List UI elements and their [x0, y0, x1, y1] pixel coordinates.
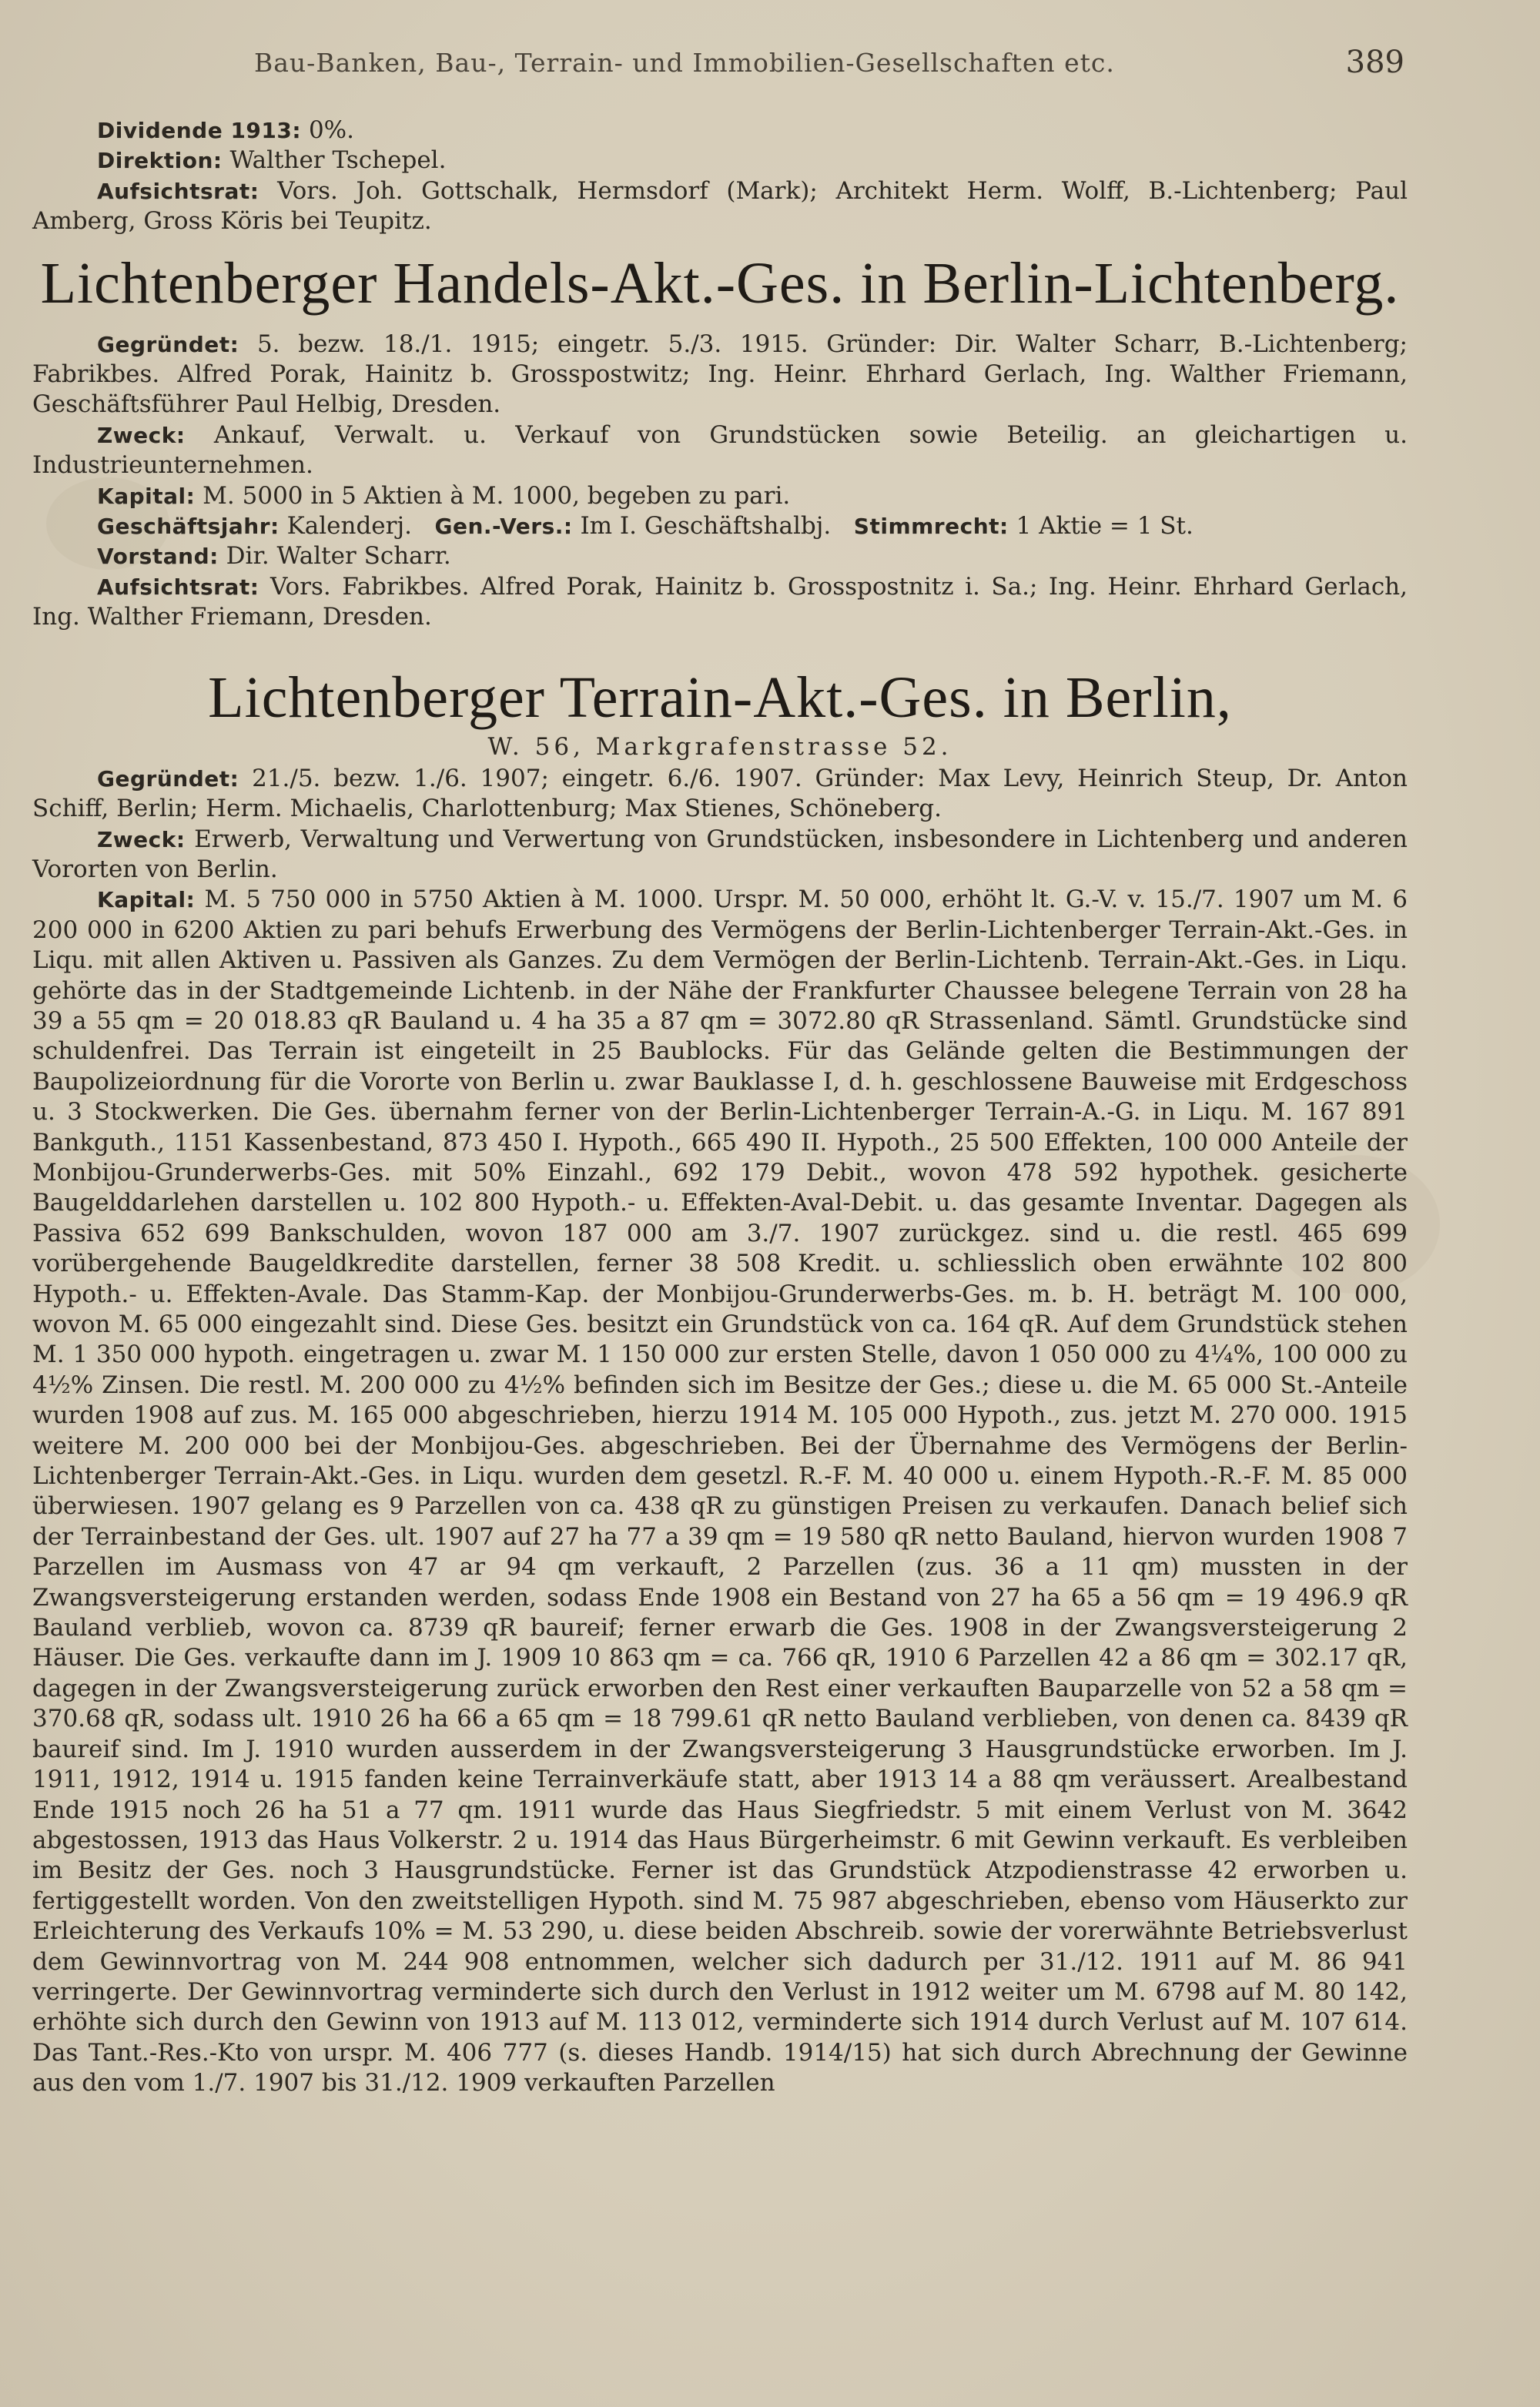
- company1-vorstand: [32, 541, 1408, 571]
- kapital-text: M. 5000 in 5 Aktien à M. 1000, begeben zu pari.: [203, 481, 791, 510]
- company2-kapital: [32, 885, 1408, 2098]
- aufsichtsrat-label: Aufsichtsrat:: [97, 574, 259, 600]
- company1-gegruendet: [32, 330, 1408, 420]
- company2-address: W. 56, Markgrafenstrasse 52.: [487, 732, 952, 761]
- company1-aufsichtsrat: [32, 572, 1408, 633]
- aufsichtsrat-text: Vors. Joh. Gottschalk, Hermsdorf (Mark); Architekt Herm. Wolff, B.-Lichtenberg; Paul Amberg, Gross Köris bei Teupitz.: [32, 176, 1408, 236]
- dividende-text: 0%.: [308, 116, 354, 144]
- gv-text: Im I. Geschäftshalbj.: [580, 512, 832, 541]
- gj-text: Kalenderj.: [286, 512, 412, 541]
- direktion-label: Direktion:: [97, 148, 223, 174]
- vorstand-label: Vorstand:: [97, 544, 219, 570]
- zweck-label: Zweck:: [97, 826, 186, 852]
- gegruendet-text: 21./5. bezw. 1./6. 1907; eingetr. 6./6. 1907. Gründer: Max Levy, Heinrich Steup, Dr. Anton Schiff, Berlin; Herm. Michaelis, Charlottenburg; Max Stienes, Schöneberg.: [32, 764, 1408, 823]
- kapital-text: M. 5 750 000 in 5750 Aktien à M. 1000. Urspr. M. 50 000, erhöht lt. G.-V. v. 15./7. 1907 um M. 6 200 000 in 6200 Aktien zu pari behufs Erwerbung des Vermögens der Berlin-Lichtenberger Terrain-Akt.-Ges. in Liqu. mit allen Aktiven u. Passiven als Ganzes. Zu dem Vermögen der Berlin-Lichtenb. Terrain-Akt.-Ges. in Liqu. gehörte das in der Stadtgemeinde Lichtenb. in der Nähe der Frankfurter Chaussee belegene Terrain von 28 ha 39 a 55 qm = 20 018.83 qR Bauland u. 4 ha 35 a 87 qm = 3072.80 qR Strassenland. Sämtl. Grundstücke sind schuldenfrei. Das Terrain ist eingeteilt in 25 Baublocks. Für das Gelände gelten die Bestimmungen der Baupolizeiordnung für die Vororte von Berlin u. zwar Bauklasse I, d. h. geschlossene Bauweise mit Erdgeschoss u. 3 Stockwerken. Die Ges. übernahm ferner von der Berlin-Lichtenberger Terrain-A.-G. in Liqu. M. 167 891 Bankguth., 1151 Kassenbestand, 873 450 I. Hypoth., 665 490 II. Hypoth., 25 500 Effekten, 100 000 Anteile der Monbijou-Grunderwerbs-Ges. mit 50% Einzahl., 692 179 Debit., wovon 478 592 hypothek. gesicherte Baugelddarlehen darstellen u. 102 800 Hypoth.- u. Effekten-Aval-Debit. u. das gesamte Inventar. Dagegen als Passiva 652 699 Bankschulden, wovon 187 000 am 3./7. 1907 zurückgez. sind u. die restl. 465 699 vorübergehende Baugeldkredite darstellen, ferner 38 508 Kredit. u. schliesslich oben erwähnte 102 800 Hypoth.- u. Effekten-Avale. Das Stamm-Kap. der Monbijou-Grunderwerbs-Ges. m. b. H. beträgt M. 100 000, wovon M. 65 000 eingezahlt sind. Diese Ges. besitzt ein Grundstück von ca. 164 qR. Auf dem Grundstück stehen M. 1 350 000 hypoth. eingetragen u. zwar M. 1 150 000 zur ersten Stelle, davon 1 050 000 zu 4¼%, 100 000 zu 4½% Zinsen. Die restl. M. 200 000 zu 4½% befinden sich im Besitze der Ges.; diese u. die M. 65 000 St.-Anteile wurden 1908 auf zus. M. 165 000 abgeschrieben, hierzu 1914 M. 105 000 Hypoth., zus. jetzt M. 270 000. 1915 weitere M. 200 000 bei der Monbijou-Ges. abgeschrieben. Bei der Übernahme des Vermögens der Berlin-Lichtenberger Terrain-Akt.-Ges. in Liqu. wurden dem gesetzl. R.-F. M. 40 000 u. einem Hypoth.-R.-F. M. 85 000 überwiesen. 1907 gelang es 9 Parzellen von ca. 438 qR zu günstigen Preisen zu verkaufen. Danach belief sich der Terrainbestand der Ges. ult. 1907 auf 27 ha 77 a 39 qm = 19 580 qR netto Bauland, hiervon wurden 1908 7 Parzellen im Ausmass von 47 ar 94 qm verkauft, 2 Parzellen (zus. 36 a 11 qm) mussten in der Zwangsversteigerung erstanden werden, sodass Ende 1908 ein Bestand von 27 ha 65 a 56 qm = 19 496.9 qR Bauland verblieb, wovon ca. 8739 qR baureif; ferner erwarb die Ges. 1908 in der Zwangsversteigerung 2 Häuser. Die Ges. verkaufte dann im J. 1909 10 863 qm = ca. 766 qR, 1910 6 Parzellen 42 a 86 qm = 302.17 qR, dagegen in der Zwangsversteigerung zurück erworben den Rest einer verkauften Bauparzelle von 52 a 58 qm = 370.68 qR, sodass ult. 1910 26 ha 66 a 65 qm = 18 799.61 qR netto Bauland verblieben, von denen ca. 8439 qR baureif sind. Im J. 1910 wurden ausserdem in der Zwangsversteigerung 3 Hausgrundstücke erworben. Im J. 1911, 1912, 1914 u. 1915 fanden keine Terrainverkäufe statt, aber 1913 14 a 88 qm veräussert. Arealbestand Ende 1915 noch 26 ha 51 a 77 qm. 1911 wurde das Haus Siegfriedstr. 5 mit einem Verlust von M. 3642 abgestossen, 1913 das Haus Volkerstr. 2 u. 1914 das Haus Bürgerheimstr. 6 mit Gewinn verkauft. Es verbleiben im Besitz der Ges. noch 3 Hausgrundstücke. Ferner ist das Grundstück Atzpodienstrasse 42 erworben u. fertiggestellt worden. Von den zweitstelligen Hypoth. sind M. 75 987 abgeschrieben, ebenso vom Häuserkto zur Erleichterung des Verkaufs 10% = M. 53 290, u. diese beiden Abschreib. sowie der vorerwähnte Betriebsverlust dem Gewinnvortrag von M. 244 908 entnommen, welcher sich dadurch per 31./12. 1911 auf M. 86 941 verringerte. Der Gewinnvortrag verminderte sich durch den Verlust in 1912 weiter um M. 6798 auf M. 80 142, erhöhte sich durch den Gewinn von 1913 auf M. 113 012, verminderte sich 1914 durch Verlust auf M. 107 614. Das Tant.-Res.-Kto von urspr. M. 406 777 (s. dieses Handb. 1914/15) hat sich durch Abrechnung der Gewinne aus den vom 1./7. 1907 bis 31./12. 1909 verkauften Parzellen: [32, 885, 1408, 2097]
- zweck-label: Zweck:: [97, 422, 186, 448]
- company2-title: Lichtenberger Terrain-Akt.-Ges. in Berlin,: [208, 665, 1232, 730]
- zweck-text: Erwerb, Verwaltung und Verwertung von Grundstücken, insbesondere in Lichtenberg und anderen Vororten von Berlin.: [32, 825, 1408, 883]
- page-body: [32, 115, 1408, 2099]
- dividende-label: Dividende 1913:: [97, 118, 302, 143]
- prev-dividende: [32, 115, 1408, 146]
- company1-kapital: [32, 481, 1408, 511]
- company2-zweck: [32, 825, 1408, 885]
- stimmrecht-text: 1 Aktie = 1 St.: [1016, 512, 1194, 541]
- prev-direktion: [32, 146, 1408, 176]
- gegruendet-text: 5. bezw. 18./1. 1915; eingetr. 5./3. 1915. Gründer: Dir. Walter Scharr, B.-Lichtenberg; Fabrikbes. Alfred Porak, Hainitz b. Grosspostwitz; Ing. Heinr. Ehrhard Gerlach, Ing. Walther Friemann, Geschäftsführer Paul Helbig, Dresden.: [32, 330, 1408, 419]
- kapital-label: Kapital:: [97, 887, 196, 913]
- zweck-text: Ankauf, Verwalt. u. Verkauf von Grundstücken sowie Beteilig. an gleichartigen u. Industrieunternehmen.: [32, 420, 1408, 480]
- gegruendet-label: Gegründet:: [97, 331, 239, 357]
- direktion-text: Walther Tschepel.: [229, 146, 447, 175]
- gj-label: Geschäftsjahr:: [97, 514, 280, 540]
- company1-gj-gv-stimmrecht: [32, 511, 1408, 541]
- company2-gegruendet: [32, 764, 1408, 825]
- page-number: 389: [1345, 45, 1404, 80]
- running-header: Bau-Banken, Bau-, Terrain- und Immobilien-Gesellschaften etc.: [254, 48, 1115, 78]
- gegruendet-label: Gegründet:: [97, 765, 239, 792]
- prev-aufsichtsrat: [32, 176, 1408, 237]
- company1-title: Lichtenberger Handels-Akt.-Ges. in Berlin-Lichtenberg.: [40, 250, 1400, 316]
- aufsichtsrat-text: Vors. Fabrikbes. Alfred Porak, Hainitz b. Grosspostnitz i. Sa.; Ing. Heinr. Ehrhard Gerlach, Ing. Walther Friemann, Dresden.: [32, 572, 1408, 631]
- gv-label: Gen.-Vers.:: [434, 514, 573, 540]
- stimmrecht-label: Stimmrecht:: [853, 514, 1009, 540]
- kapital-label: Kapital:: [97, 483, 196, 509]
- aufsichtsrat-label: Aufsichtsrat:: [97, 178, 259, 204]
- company1-zweck: [32, 420, 1408, 481]
- vorstand-text: Dir. Walter Scharr.: [226, 542, 451, 571]
